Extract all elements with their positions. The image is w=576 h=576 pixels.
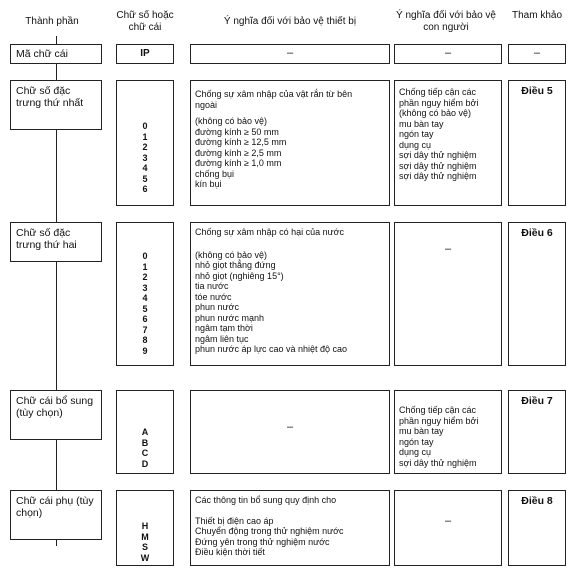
code-item: 0 [142,251,148,261]
row-first-numeral-reference: Điều 5 [508,80,566,206]
code-item: 4 [142,293,148,303]
row-second-numeral-reference: Điều 6 [508,222,566,366]
row-code-letters-reference [508,44,566,64]
row-second-numeral-label: Chữ số đặc trưng thứ hai [10,222,102,262]
line-item: ngón tay [399,129,434,139]
line-item: ngâm liên tục [195,333,249,344]
code-list [117,427,173,469]
line-item: phun nước mạnh [195,312,264,323]
line-item: chống bụi [195,168,235,179]
line-item: Điều kiện thời tiết [195,547,265,557]
line-item: sợi dây thử nghiệm [399,171,477,181]
line-item: ngoài [195,99,218,110]
code-item: 1 [142,261,148,272]
code-item: 3 [142,282,148,293]
code-list [117,521,173,563]
code-item: 4 [142,163,148,173]
header-component: Thành phần [25,16,79,27]
line-item: ngón tay [399,436,434,447]
row-first-numeral-codes [116,80,174,206]
row-supplementary-letter-codes [116,490,174,566]
code-item: A [141,427,149,437]
row-second-numeral-persons [394,222,502,366]
line-item: sợi dây thử nghiệm [399,457,477,468]
code-ip: IP [140,48,150,59]
row-additional-letter-equipment [190,390,390,474]
line-item: nhỏ giọt thẳng đứng [195,260,276,270]
line-item: phần nguy hiểm bởi [399,415,479,426]
line-item: Chống sự xâm nhập có hại của nước [195,227,345,237]
dash: – [444,47,452,59]
line-item: đường kính ≥ 12,5 mm [195,137,287,147]
line-item: (không có bảo vệ) [195,116,268,126]
line-item: nhỏ giọt (nghiêng 15°) [195,270,284,281]
line-item: sợi dây thử nghiệm [399,150,477,160]
dash: – [444,243,452,255]
line-item: Chống tiếp cận các [399,405,477,415]
code-item: 3 [142,152,148,163]
code-item: B [141,437,149,448]
line-item: (không có bảo vệ) [399,108,472,118]
line-item: Các thông tin bổ sung quy định cho [195,495,337,505]
line-item: mu bàn tay [399,118,444,129]
line-item: ngâm tạm thời [195,323,253,333]
code-item: 2 [142,142,148,152]
line-item: kín bụi [195,179,222,189]
code-item: D [141,458,149,469]
code-item: H [141,521,149,531]
dash: – [286,421,294,433]
code-item: 6 [142,314,148,324]
line-item: đường kính ≥ 50 mm [195,126,279,137]
code-item: 5 [142,173,148,184]
header-reference: Tham khảo [511,10,563,21]
code-item: 7 [142,324,148,335]
line-item: Thiết bị điện cao áp [195,515,274,526]
row-additional-letter-persons [394,390,502,474]
line-item: tóe nước [195,291,232,302]
code-list [117,121,173,195]
dash: – [444,515,452,527]
row-supplementary-letter-persons [394,490,502,566]
code-item: 5 [142,303,148,314]
line-item: phun nước áp lực cao và nhiệt độ cao [195,344,348,354]
header-equipment: Ý nghĩa đối với bảo vệ thiết bị [223,16,357,27]
persons-lines [399,405,499,468]
code-item: 1 [142,131,148,142]
row-code-letters-label: Mã chữ cái [10,44,102,64]
row-first-numeral-equipment [190,80,390,206]
line-item: tia nước [195,281,229,291]
equipment-lines [195,495,387,558]
row-code-letters-persons [394,44,502,64]
row-second-numeral-codes [116,222,174,366]
code-item: 9 [142,345,148,356]
code-item: 8 [142,335,148,345]
row-first-numeral-persons [394,80,502,206]
line-item: dụng cụ [399,139,432,150]
code-list [117,251,173,356]
row-additional-letter-codes [116,390,174,474]
header-code: Chữ số hoặc chữ cái [116,10,174,33]
row-additional-letter-label: Chữ cái bổ sung (tùy chọn) [10,390,102,440]
code-item: S [141,542,148,552]
row-second-numeral-equipment [190,222,390,366]
header-persons: Ý nghĩa đối với bảo vệ con người [396,10,496,33]
line-item: dụng cụ [399,447,432,457]
row-first-numeral-label: Chữ số đặc trưng thứ nhất [10,80,102,130]
row-code-letters-code [116,44,174,64]
line-item: Chống sự xâm nhập của vật rắn từ bên [195,89,353,99]
line-item: Đứng yên trong thử nghiệm nước [195,536,330,547]
dash: – [533,47,541,59]
line-item: đường kính ≥ 2,5 mm [195,147,282,158]
code-item: 0 [142,121,148,131]
line-item: phần nguy hiểm bởi [399,97,479,108]
code-item: 2 [142,272,148,282]
line-item: mu bàn tay [399,426,444,436]
row-additional-letter-reference: Điều 7 [508,390,566,474]
row-code-letters-equipment [190,44,390,64]
code-item: C [141,448,149,458]
code-item: M [141,531,149,542]
equipment-lines [195,227,387,355]
code-item: W [140,552,150,563]
persons-lines [399,87,499,182]
dash: – [286,47,294,59]
line-item: Chuyển động trong thử nghiệm nước [195,526,344,536]
line-item: đường kính ≥ 1,0 mm [195,158,282,168]
row-supplementary-letter-reference: Điều 8 [508,490,566,566]
line-item: Chống tiếp cận các [399,87,477,97]
row-supplementary-letter-equipment [190,490,390,566]
equipment-lines [195,89,387,190]
line-item: (không có bảo vệ) [195,249,268,260]
code-item: 6 [142,184,148,194]
line-item: phun nước [195,302,239,312]
line-item: sợi dây thử nghiệm [399,160,477,171]
row-supplementary-letter-label: Chữ cái phụ (tùy chọn) [10,490,102,540]
